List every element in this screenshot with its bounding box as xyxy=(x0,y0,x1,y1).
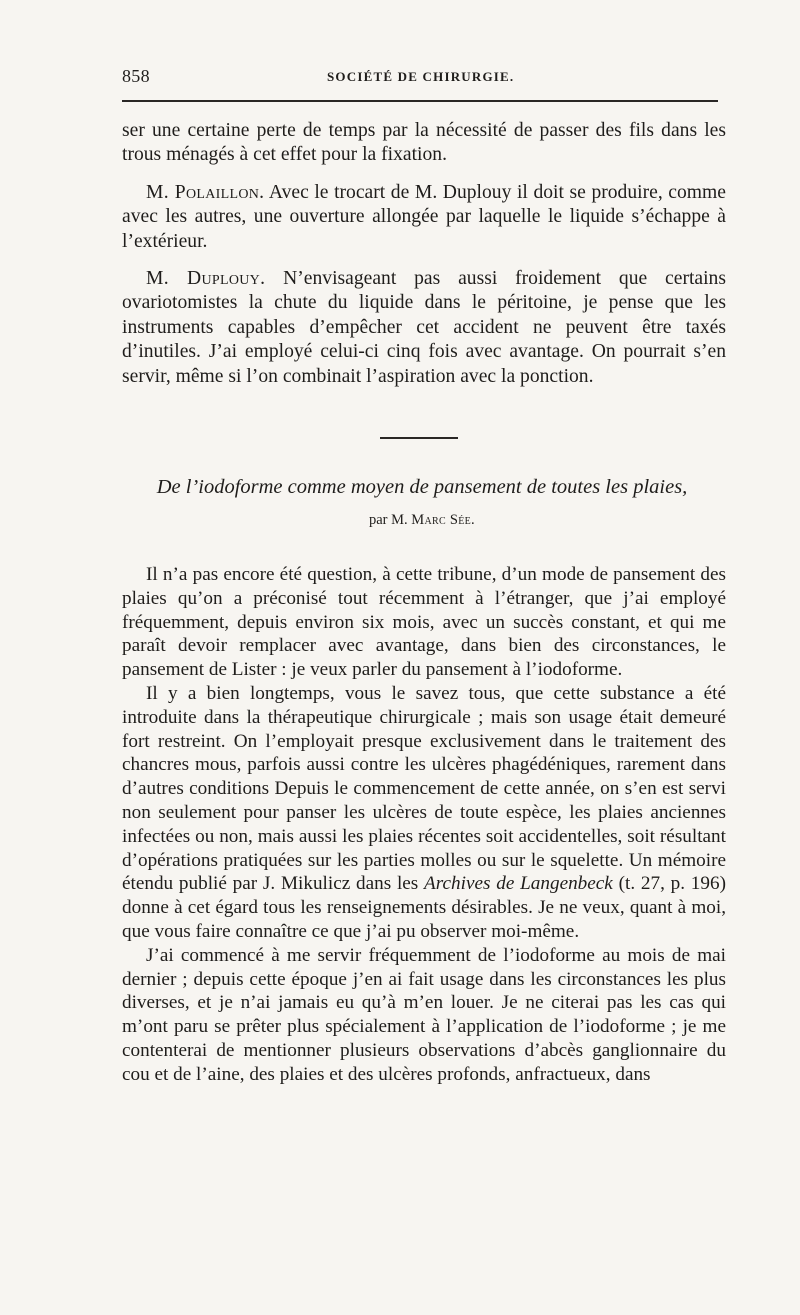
cited-journal: Archives de Langenbeck xyxy=(424,873,613,895)
article-byline xyxy=(122,512,722,529)
speaker-polaillon: M. Polaillon. xyxy=(146,181,265,203)
article-paragraph-1: Il n’a pas encore été question, à cette tribune, d’un mode de pansement des plaies qu’on a préconisé tout récemment à l’étranger, que j’ai employé fréquemment, depuis environ six mois, avec un succès constant, et qui me paraît devoir remplacer avec avantage, dans bien des circonstances, le pansement de Lister : je veux parler du pansement à l’iodoforme. xyxy=(122,564,726,681)
paragraph-2-part-a: Il y a bien longtemps, vous le savez tous, que cette substance a été introduite dans la thérapeutique chirurgicale ; mais son usage était demeuré fort restreint. On l’employait presque exclusivement dans le traitement des chancres mous, parfois aussi contre les ulcères phagédéniques, rarement dans d’autres conditions Depuis le commencement de cette année, on s’en est servi non seulement pour panser les ulcères de toute espèce, les plaies anciennes infectées ou non, mais aussi les plaies récentes soit accidentelles, soit résultant d’opérations pratiquées sur les parties molles ou sur le squelette. Un mémoire étendu publié par J. Mikulicz dans les xyxy=(122,682,726,895)
discussion-paragraph-3 xyxy=(122,267,726,389)
article-paragraph-3: J’ai commencé à me servir fréquemment de l’iodoforme au mois de mai dernier ; depuis cette époque j’en ai fait usage dans les circonstances les plus diverses, et je n’ai jamais eu qu’à m’en louer. Je ne citerai pas les cas qui m’ont paru se prêter plus spécialement à l’application de l’iodoforme ; je me contenterai de mentionner plusieurs observations d’abcès ganglionnaire du cou et de l’aine, des plaies et des ulcères profonds, anfractueux, dans xyxy=(122,944,726,1085)
discussion-section xyxy=(122,119,726,389)
page-number: 858 xyxy=(122,66,150,86)
byline-author: Marc Sée. xyxy=(411,512,475,528)
speech-polaillon: Avec le trocart de M. Duplouy il doit se produire, comme avec les autres, une ouverture allongée par laquelle le liquide s’échappe à l’extérieur. xyxy=(122,181,726,252)
speaker-duplouy: M. Duplouy. xyxy=(146,268,266,290)
article-body xyxy=(122,563,726,1087)
discussion-paragraph-1: ser une certaine perte de temps par la nécessité de passer des fils dans les trous ménagés à cet effet pour la fixation. xyxy=(122,120,726,166)
discussion-paragraph-2 xyxy=(122,181,726,254)
byline-prefix: par M. xyxy=(369,512,412,528)
article-title: De l’iodoforme comme moyen de pansement de toutes les plaies, xyxy=(156,476,688,498)
journal-title: SOCIÉTÉ DE CHIRURGIE. xyxy=(327,69,515,84)
section-divider xyxy=(380,437,458,439)
article-paragraph-2 xyxy=(122,682,726,944)
speech-duplouy: N’envisageant pas aussi froidement que certains ovariotomistes la chute du liquide dans le péritoine, je pense que les instruments capables d’empêcher cet accident ne peuvent être taxés d’inutiles. J’ai employé celui-ci cinq fois avec avantage. On pourrait s’en servir, même si l’on combinait l’aspiration avec la ponction. xyxy=(122,268,726,387)
paragraph-2-part-b: (t. 27, p. 196) donne à cet égard tous les renseignements désirables. Je ne veux, quant à moi, que vous faire connaître ce que j’ai pu observer moi-même. xyxy=(122,873,726,942)
header-rule xyxy=(122,100,718,102)
running-head xyxy=(122,66,718,92)
